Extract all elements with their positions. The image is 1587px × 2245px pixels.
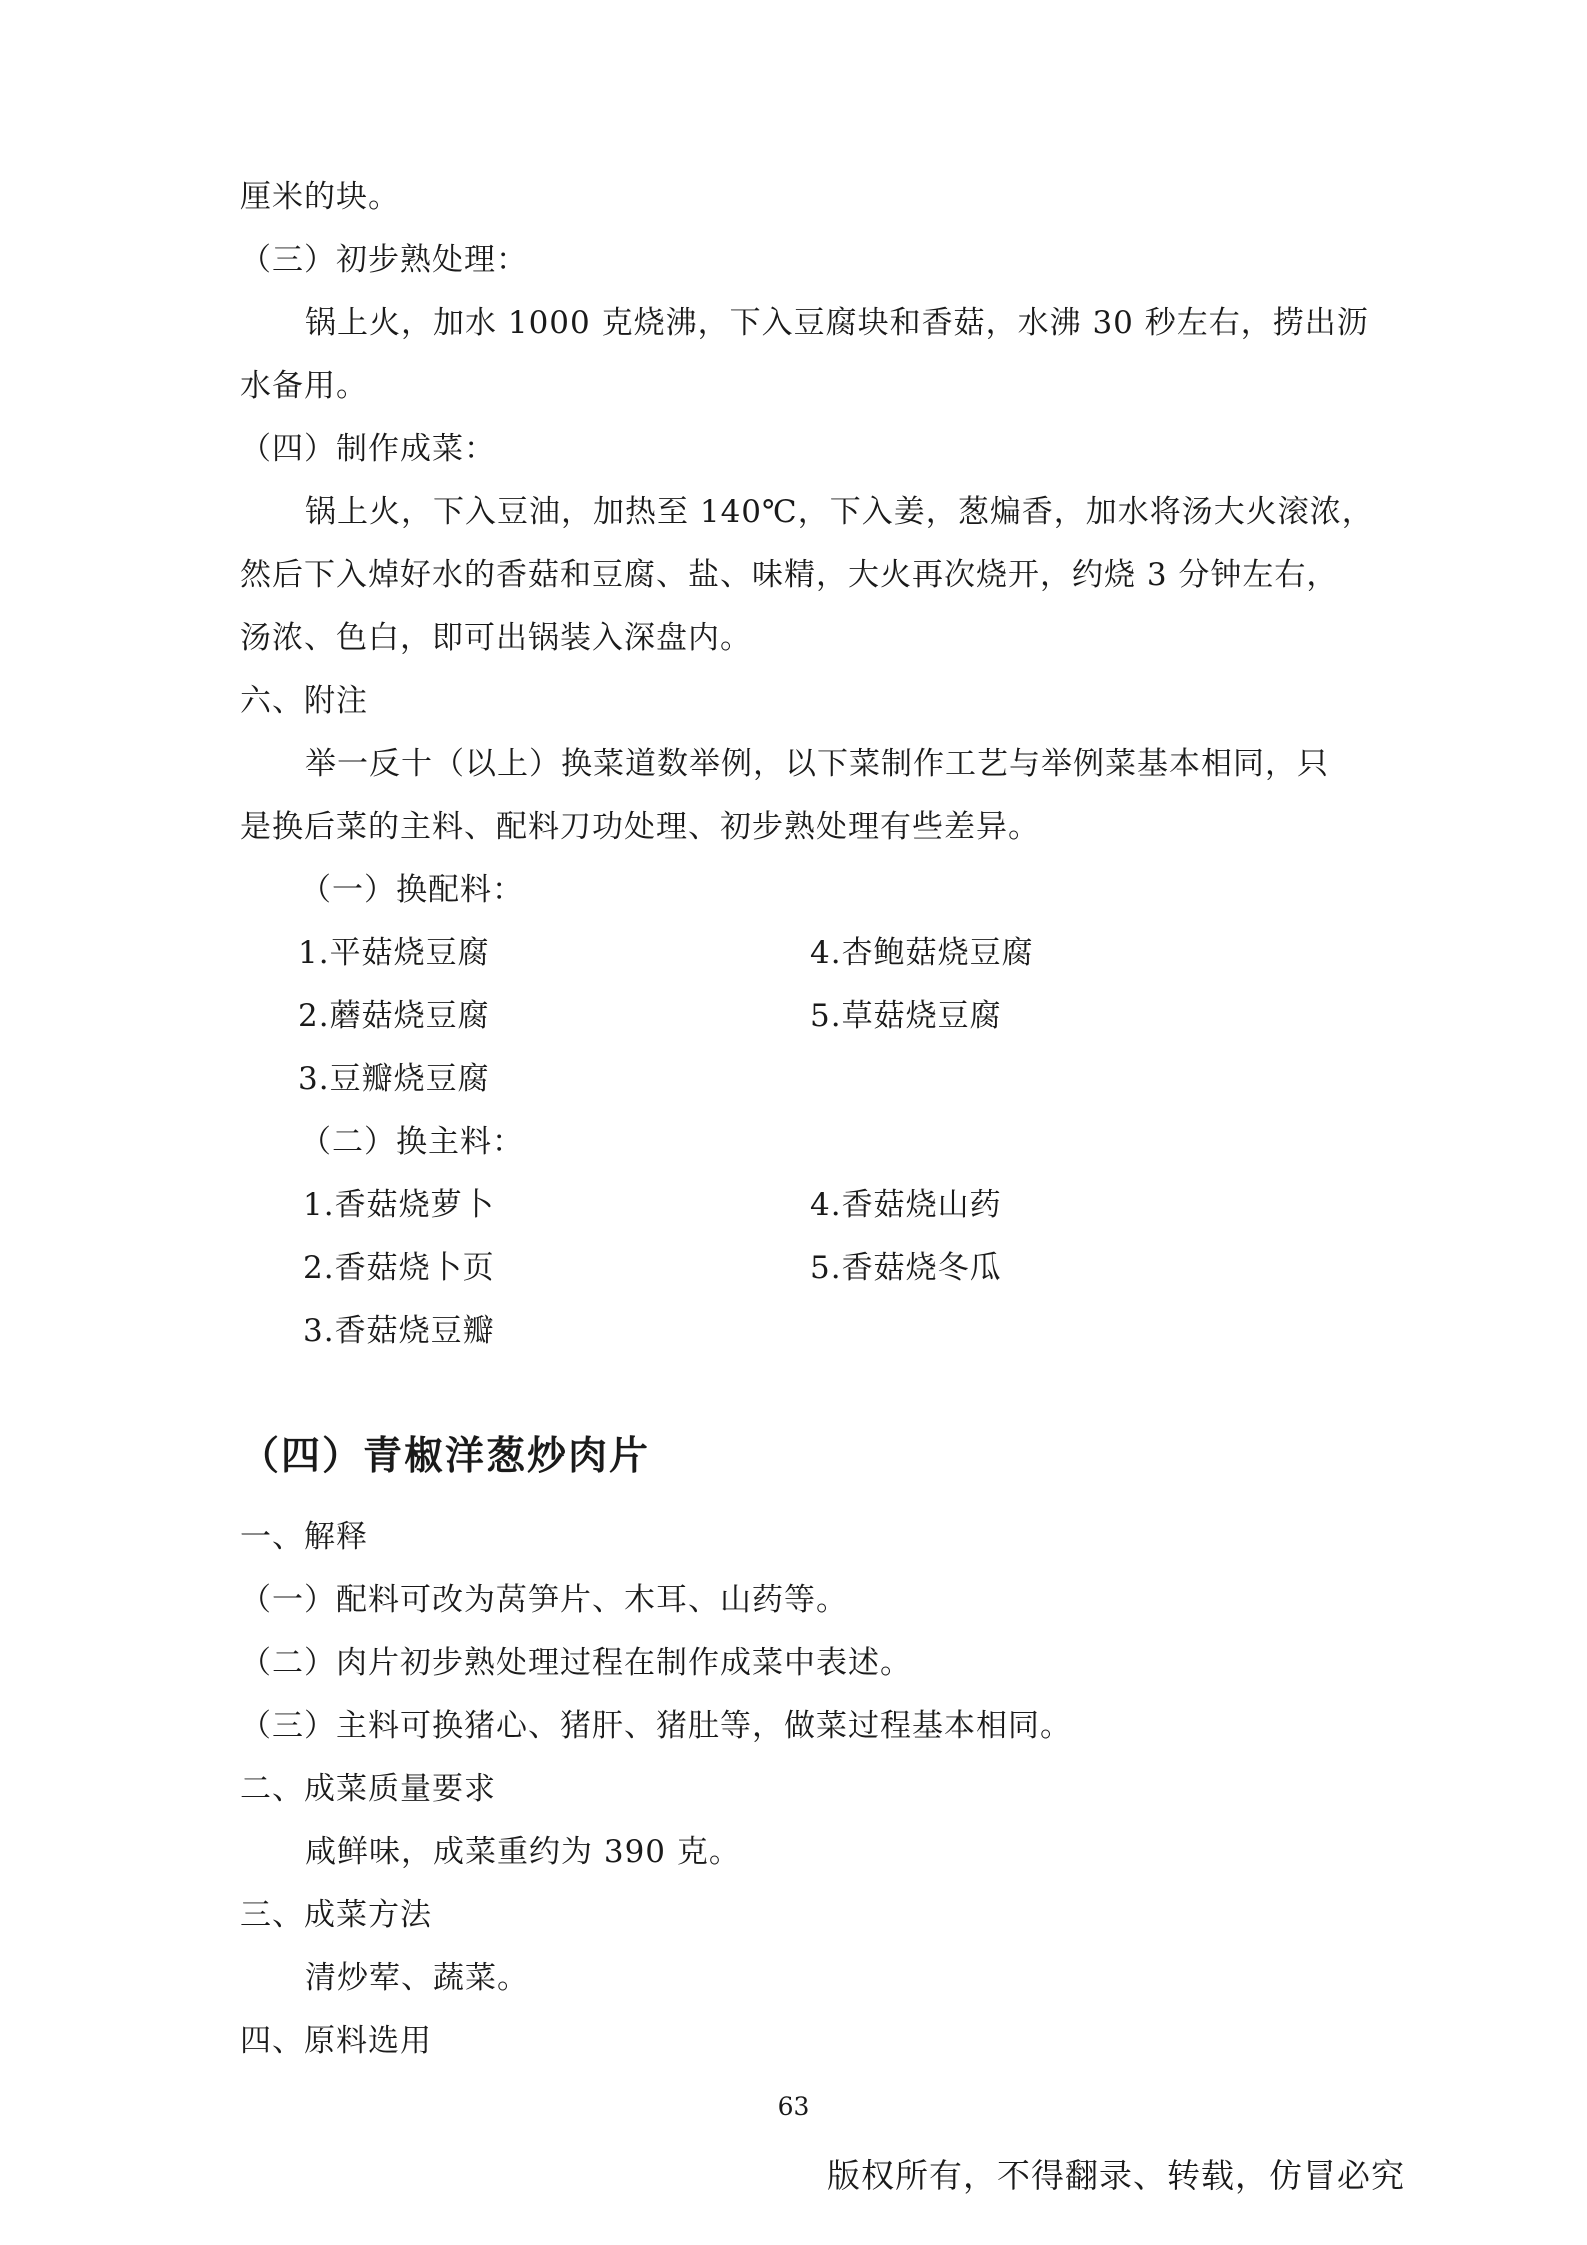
list-item: 2.蘑菇烧豆腐 bbox=[298, 998, 490, 1034]
paragraph-line: 咸鲜味，成菜重约为 390 克。 bbox=[305, 1834, 741, 1870]
list-item: 5.草菇烧豆腐 bbox=[810, 998, 1002, 1034]
section-subheading: 四、原料选用 bbox=[240, 2023, 432, 2059]
paragraph-line: 水备用。 bbox=[240, 368, 368, 404]
list-item: 2.香菇烧卜页 bbox=[303, 1250, 495, 1286]
paragraph-line: （一）配料可改为莴笋片、木耳、山药等。 bbox=[240, 1582, 848, 1618]
step-heading: （四）制作成菜： bbox=[240, 431, 496, 467]
paragraph-line: 清炒荤、蔬菜。 bbox=[305, 1960, 529, 1996]
list-item: 4.香菇烧山药 bbox=[810, 1187, 1002, 1223]
section-subheading: 三、成菜方法 bbox=[240, 1897, 432, 1933]
paragraph-line: 汤浓、色白，即可出锅装入深盘内。 bbox=[240, 620, 752, 656]
paragraph-line: 厘米的块。 bbox=[240, 179, 400, 215]
list-item: 3.香菇烧豆瓣 bbox=[303, 1313, 495, 1349]
copyright-footer: 版权所有，不得翻录、转载，仿冒必究 bbox=[827, 2156, 1405, 2195]
section-subheading: 一、解释 bbox=[240, 1519, 368, 1555]
list-item: 1.香菇烧萝卜 bbox=[303, 1187, 495, 1223]
list-item: 4.杏鲍菇烧豆腐 bbox=[810, 935, 1034, 971]
paragraph-line: 然后下入焯好水的香菇和豆腐、盐、味精，大火再次烧开，约烧 3 分钟左右， bbox=[240, 557, 1339, 593]
section-subheading: 二、成菜质量要求 bbox=[240, 1771, 496, 1807]
step-heading: （三）初步熟处理： bbox=[240, 242, 528, 278]
list-heading: （二）换主料： bbox=[300, 1124, 524, 1160]
paragraph-line: 是换后菜的主料、配料刀功处理、初步熟处理有些差异。 bbox=[240, 809, 1040, 845]
paragraph-line: 举一反十（以上）换菜道数举例，以下菜制作工艺与举例菜基本相同，只 bbox=[305, 746, 1329, 782]
section-title: （四）青椒洋葱炒肉片 bbox=[240, 1433, 651, 1479]
list-item: 5.香菇烧冬瓜 bbox=[810, 1250, 1002, 1286]
paragraph-line: （三）主料可换猪心、猪肝、猪肚等，做菜过程基本相同。 bbox=[240, 1708, 1072, 1744]
list-heading: （一）换配料： bbox=[300, 872, 524, 908]
page-number: 63 bbox=[777, 2092, 810, 2121]
paragraph-line: （二）肉片初步熟处理过程在制作成菜中表述。 bbox=[240, 1645, 912, 1681]
paragraph-line: 锅上火，下入豆油，加热至 140℃，下入姜，葱煸香，加水将汤大火滚浓， bbox=[305, 494, 1374, 530]
list-item: 3.豆瓣烧豆腐 bbox=[298, 1061, 490, 1097]
paragraph-line: 锅上火，加水 1000 克烧沸，下入豆腐块和香菇，水沸 30 秒左右，捞出沥 bbox=[305, 305, 1369, 341]
list-item: 1.平菇烧豆腐 bbox=[298, 935, 490, 971]
section-subheading: 六、附注 bbox=[240, 683, 368, 719]
